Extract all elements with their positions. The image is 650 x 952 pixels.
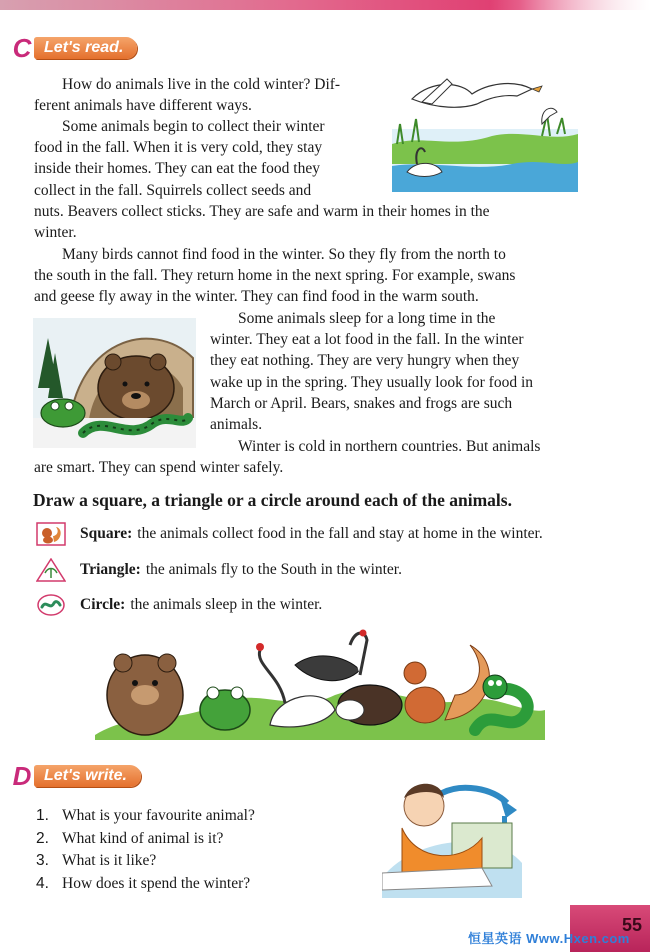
- text-line: winter. They eat a lot food in the fall. In the winter: [210, 331, 524, 349]
- triangle-text: the animals fly to the South in the winter.: [145, 561, 402, 578]
- top-color-band: [0, 0, 650, 10]
- paragraph-2: [34, 116, 380, 201]
- list-item: 3. What is it like?: [36, 852, 157, 869]
- text-line: are smart. They can spend winter safely.: [34, 459, 284, 476]
- square-text: the animals collect food in the fall and stay at home in the winter.: [137, 525, 543, 542]
- bird-triangle-icon: [36, 558, 66, 582]
- watermark: 恒星英语 Www.Hxen.com: [468, 931, 630, 946]
- circle-key: [36, 592, 322, 618]
- text-line: How do animals live in the cold winter? Dif-: [62, 76, 341, 93]
- paragraph-2-cont: [34, 201, 579, 243]
- triangle-label: Triangle:: [80, 561, 141, 578]
- list-item: 1. What is your favourite animal?: [36, 807, 255, 824]
- animals-row-illustration: [95, 625, 545, 740]
- square-key: [36, 521, 543, 547]
- paragraph-5-start: [238, 436, 578, 457]
- text-line: winter.: [34, 224, 77, 242]
- text-line: Many birds cannot find food in the winter. So they fly from the north to: [62, 246, 506, 263]
- text-line: wake up in the spring. They usually look for food in: [210, 373, 534, 391]
- text-line: and geese fly away in the winter. They can find food in the warm south.: [34, 288, 479, 306]
- circle-text: the animals sleep in the winter.: [130, 596, 323, 613]
- text-line: nuts. Beavers collect sticks. They are safe and warm in their homes in the: [34, 203, 490, 220]
- snake-circle-icon: [36, 593, 66, 617]
- circle-label: Circle:: [80, 596, 126, 613]
- text-line: the south in the fall. They return home in the next spring. For example, swans: [34, 267, 516, 285]
- frog-icon: [200, 687, 250, 730]
- bear-icon: [107, 654, 183, 735]
- list-item: 4. How does it spend the winter?: [36, 874, 251, 892]
- paragraph-4: [210, 308, 578, 435]
- text-line: Winter is cold in northern countries. But animals: [238, 438, 541, 455]
- section-title: Let's write.: [34, 765, 141, 787]
- text-line: animals.: [210, 416, 263, 434]
- section-title: Let's read.: [34, 37, 137, 59]
- text-line: ferent animals have different ways.: [34, 97, 252, 115]
- question-list: [36, 805, 255, 895]
- squirrel-icon: [36, 522, 66, 546]
- list-item: 2. What kind of animal is it?: [36, 829, 224, 847]
- text-line: March or April. Bears, snakes and frogs are such: [210, 394, 513, 412]
- text-line: inside their homes. They can eat the food they: [34, 160, 320, 178]
- text-line: Some animals sleep for a long time in the: [238, 310, 496, 327]
- page-number: 55: [621, 915, 642, 935]
- eagle-icon: [295, 630, 367, 681]
- section-letter: C: [12, 32, 32, 63]
- swans-illustration: [392, 74, 578, 192]
- triangle-key: [36, 557, 402, 583]
- task-instruction: Draw a square, a triangle or a circle around each of the animals.: [33, 490, 512, 510]
- text-line: collect in the fall. Squirrels collect seeds and: [34, 181, 312, 199]
- paragraph-5-cont: [34, 457, 579, 478]
- text-line: Some animals begin to collect their winter: [62, 118, 325, 135]
- section-c-banner: [12, 32, 137, 63]
- section-d-banner: [12, 760, 141, 791]
- beaver-icon: [336, 685, 402, 725]
- square-label: Square:: [80, 525, 133, 542]
- paragraph-1: [34, 74, 380, 116]
- text-line: they eat nothing. They are very hungry when they: [210, 352, 520, 370]
- paragraph-3: [34, 244, 579, 308]
- boy-writing-illustration: [382, 768, 522, 898]
- text-line: food in the fall. When it is very cold, they stay: [34, 139, 323, 157]
- bear-den-illustration: [33, 318, 196, 448]
- section-letter: D: [12, 760, 32, 791]
